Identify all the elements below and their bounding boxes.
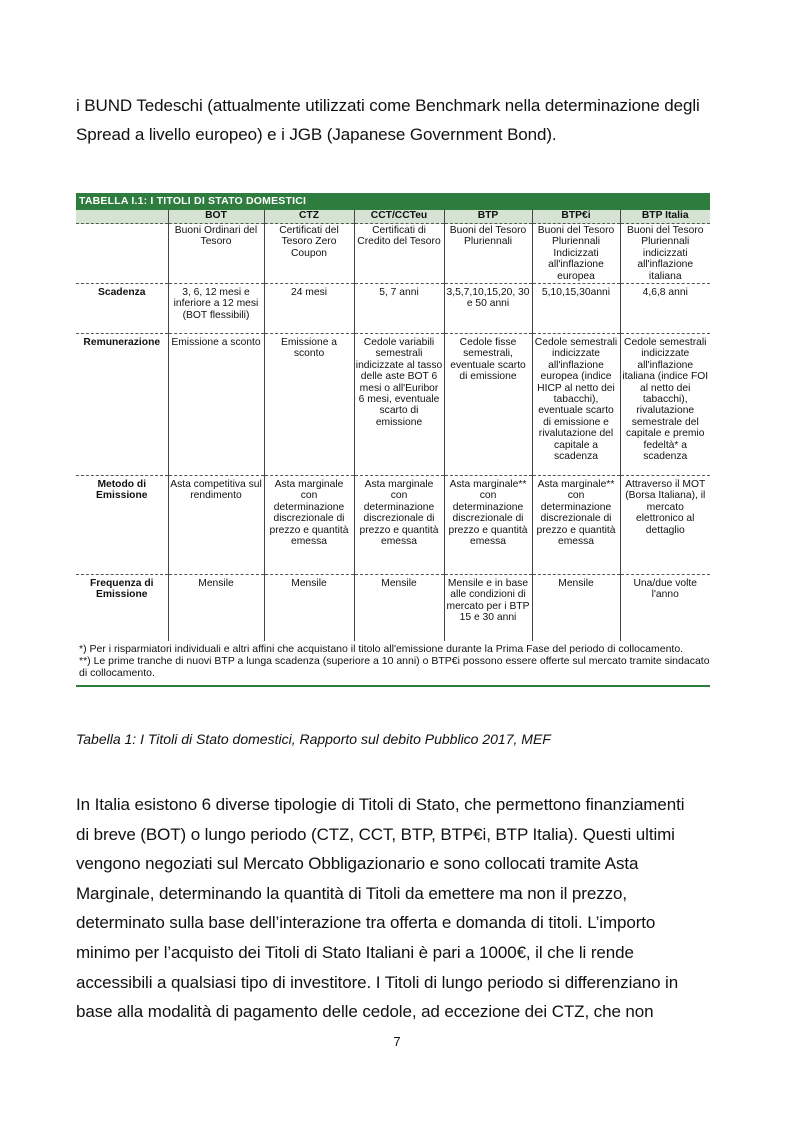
table-row-remunerazione [76,334,710,476]
table-cell: Mensile [532,575,620,642]
titoli-table [76,210,710,641]
body-line: base alla modalità di pagamento delle cedole, ad eccezione dei CTZ, che non [76,1002,654,1022]
col-header: BOT [168,210,264,224]
col-header: CCT/CCTeu [354,210,444,224]
body-line: vengono negoziati sul Mercato Obbligazionario e sono collocati tramite Asta [76,854,639,874]
body-paragraph [76,790,726,1027]
body-line: minimo per l’acquisto dei Titoli di Stato Italiani è pari a 1000€, il che li rende [76,942,634,962]
body-line: Marginale, determinando la quantità di Titoli da emettere ma non il prezzo, [76,883,627,903]
col-header: BTP Italia [620,210,710,224]
table-cell: Cedole semestrali indicizzate all'inflazione italiana (indice FOI al netto dei tabacchi), rivalutazione semestrale del capitale e premio fedeltà* a scadenza [620,334,710,476]
table-cell: Certificati di Credito del Tesoro [354,224,444,284]
table-cell: 5, 7 anni [354,284,444,334]
col-header: BTP€i [532,210,620,224]
body-line: accessibili a qualsiasi tipo di investitore. I Titoli di lungo periodo si differenziano in [76,972,679,992]
table-row-frequenza [76,575,710,642]
table-cell: 3,5,7,10,15,20, 30 e 50 anni [444,284,532,334]
table-cell: Asta marginale** con determinazione discrezionale di prezzo e quantità emessa [532,476,620,575]
header-corner [76,210,168,224]
table-cell: Emissione a sconto [264,334,354,476]
table-cell: Asta marginale con determinazione discrezionale di prezzo e quantità emessa [264,476,354,575]
table-cell: Asta marginale con determinazione discrezionale di prezzo e quantità emessa [354,476,444,575]
row-label [76,224,168,284]
table-cell: Mensile [264,575,354,642]
table-row-descrizione [76,224,710,284]
table-cell: 24 mesi [264,284,354,334]
table-caption: Tabella 1: I Titoli di Stato domestici, Rapporto sul debito Pubblico 2017, MEF [76,731,551,747]
table-cell: Mensile [168,575,264,642]
table-cell: Buoni del Tesoro Pluriennali Indicizzati all'inflazione europea [532,224,620,284]
table-cell: Buoni Ordinari del Tesoro [168,224,264,284]
table-cell: Asta competitiva sul rendimento [168,476,264,575]
table-cell: 4,6,8 anni [620,284,710,334]
table-cell: Una/due volte l'anno [620,575,710,642]
row-label: Metodo di Emissione [76,476,168,575]
body-line: di breve (BOT) o lungo periodo (CTZ, CCT, BTP, BTP€i, BTP Italia). Questi ultimi [76,824,675,844]
intro-line: i BUND Tedeschi (attualmente utilizzati come Benchmark nella determinazione degli [76,96,700,115]
table-row-metodo [76,476,710,575]
page-number: 7 [393,1034,401,1049]
table-cell: 3, 6, 12 mesi e inferiore a 12 mesi (BOT flessibili) [168,284,264,334]
table-header-row [76,210,710,224]
titoli-table-figure [76,193,710,687]
table-cell: Certificati del Tesoro Zero Coupon [264,224,354,284]
table-note: **) Le prime tranche di nuovi BTP a lunga scadenza (superiore a 10 anni) o BTP€i possono essere offerte sul mercato tramite sindacato di collocamento. [79,654,710,679]
table-cell: Cedole fisse semestrali, eventuale scarto di emissione [444,334,532,476]
table-cell: Attraverso il MOT (Borsa Italiana), il mercato elettronico al dettaglio [620,476,710,575]
table-cell: Cedole semestrali indicizzate all'inflazione europea (indice HICP al netto dei tabacchi), eventuale scarto di emissione e rivalutazione del capitale a scadenza [532,334,620,476]
table-row-scadenza [76,284,710,334]
table-cell: Buoni del Tesoro Pluriennali indicizzati all'inflazione italiana [620,224,710,284]
table-cell: Mensile [354,575,444,642]
body-line: In Italia esistono 6 diverse tipologie di Titoli di Stato, che permettono finanziamenti [76,795,685,814]
table-note: *) Per i risparmiatori individuali e altri affini che acquistano il titolo all'emissione durante la Prima Fase del periodo di collocamento. [79,643,684,655]
table-cell: Mensile e in base alle condizioni di mercato per i BTP 15 e 30 anni [444,575,532,642]
table-bottom-rule [76,685,710,687]
table-cell: Emissione a sconto [168,334,264,476]
table-title: TABELLA I.1: I TITOLI DI STATO DOMESTICI [76,193,710,210]
row-label: Scadenza [76,284,168,334]
col-header: BTP [444,210,532,224]
table-cell: Asta marginale** con determinazione discrezionale di prezzo e quantità emessa [444,476,532,575]
intro-line: Spread a livello europeo) e i JGB (Japanese Government Bond). [76,125,557,144]
body-line: determinato sulla base dell’interazione tra offerta e domanda di titoli. L’importo [76,913,656,933]
intro-paragraph [76,91,726,149]
row-label: Remunerazione [76,334,168,476]
table-cell: 5,10,15,30anni [532,284,620,334]
table-cell: Cedole variabili semestrali indicizzate al tasso delle aste BOT 6 mesi o all'Euribor 6 mesi, eventuale scarto di emissione [354,334,444,476]
col-header: CTZ [264,210,354,224]
table-notes [76,641,710,685]
row-label: Frequenza di Emissione [76,575,168,642]
table-cell: Buoni del Tesoro Pluriennali [444,224,532,284]
